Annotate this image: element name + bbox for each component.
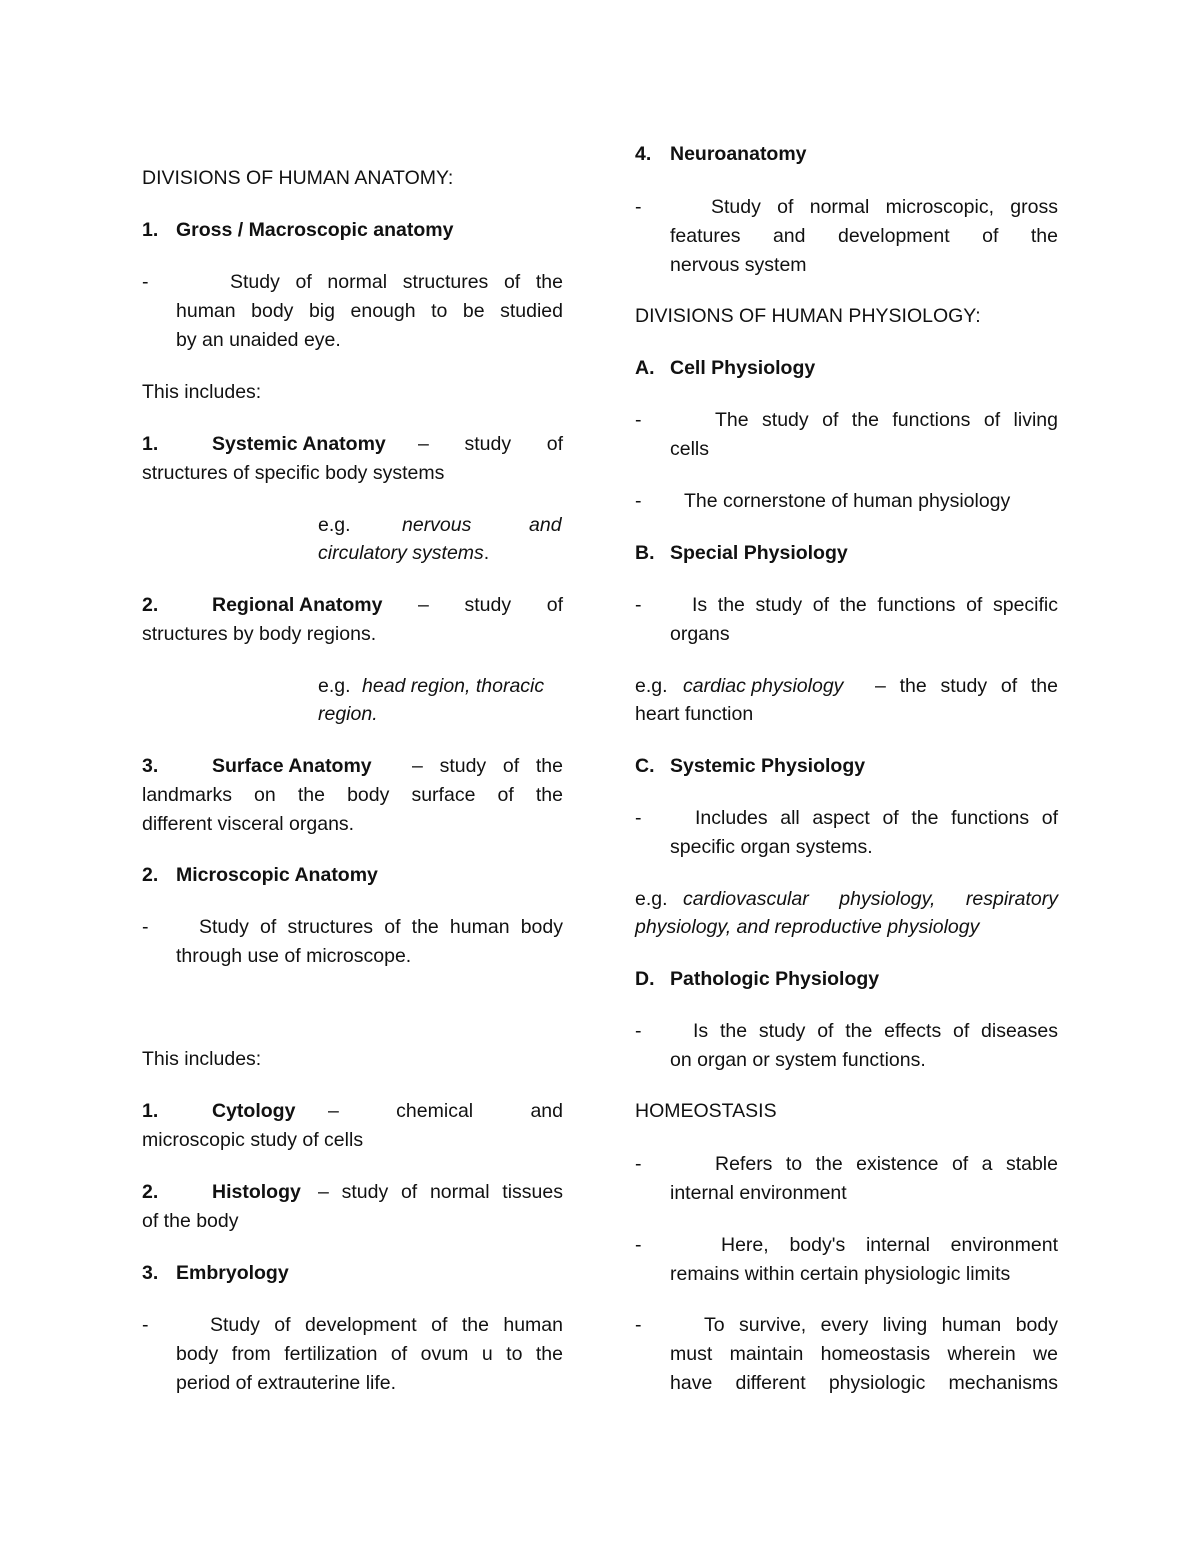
patho-letter: D. (635, 968, 655, 990)
eg-cardiovascular: cardiovascular physiology, respiratory (683, 888, 1058, 910)
cytology-rest: – chemical and (328, 1100, 563, 1122)
systemic-desc-line1: Includes all aspect of the functions of (695, 807, 1058, 829)
gross-desc-line3: by an unaided eye. (176, 329, 341, 351)
eg-region: region. (318, 703, 378, 725)
regional-anatomy-title: Regional Anatomy (212, 594, 383, 616)
bullet-dash: - (635, 807, 642, 829)
bullet-dash: - (635, 1314, 642, 1336)
embryo-desc-line1: Study of development of the human (210, 1314, 563, 1336)
regional-anatomy-rest: – study of (418, 594, 563, 616)
special-desc-line1: Is the study of the functions of specific (692, 594, 1058, 616)
homeo-desc2-line1: Here, body's internal environment (721, 1234, 1058, 1256)
cytology-title: Cytology (212, 1100, 296, 1122)
bullet-dash: - (635, 490, 642, 512)
neuro-desc-line1: Study of normal microscopic, gross (711, 196, 1058, 218)
bullet-dash: - (142, 1314, 149, 1336)
cell-desc1-line2: cells (670, 438, 710, 460)
systemic-anatomy-rest: – study of (418, 433, 563, 455)
embryo-number: 3. (142, 1262, 159, 1284)
cytology-number: 1. (142, 1100, 159, 1122)
eg-and: and (529, 514, 562, 536)
regional-anatomy-line2: structures by body regions. (142, 623, 377, 645)
surface-number: 3. (142, 755, 159, 777)
special-desc-line2: organs (670, 623, 730, 645)
eg-label: e.g. (635, 675, 668, 697)
bullet-dash: - (635, 196, 642, 218)
homeo-desc3-line2: must maintain homeostasis wherein we (670, 1343, 1058, 1365)
gross-desc-line1: Study of normal structures of the (230, 271, 563, 293)
systemic-anatomy-line2: structures of specific body systems (142, 462, 445, 484)
embryo-title: Embryology (176, 1262, 289, 1284)
surface-anatomy-line3: different visceral organs. (142, 813, 355, 835)
systemic-letter: C. (635, 755, 655, 777)
histology-title: Histology (212, 1181, 301, 1203)
homeo-desc2-line2: remains within certain physiologic limits (670, 1263, 1011, 1285)
eg-head-region: head region, thoracic (362, 675, 545, 697)
patho-desc-line2: on organ or system functions. (670, 1049, 926, 1071)
micro-desc-line2: through use of microscope. (176, 945, 412, 967)
cytology-line2: microscopic study of cells (142, 1129, 364, 1151)
eg-reproductive: physiology, and reproductive physiology (635, 916, 980, 938)
bullet-dash: - (635, 1234, 642, 1256)
micro-desc-line1: Study of structures of the human body (199, 916, 563, 938)
neuro-desc-line3: nervous system (670, 254, 807, 276)
patho-desc-line1: Is the study of the effects of diseases (693, 1020, 1058, 1042)
systemic-desc-line2: specific organ systems. (670, 836, 873, 858)
surface-anatomy-rest: – study of the (412, 755, 563, 777)
bullet-dash: - (635, 1153, 642, 1175)
eg-cardiac: cardiac physiology (683, 675, 844, 697)
homeostasis-heading: HOMEOSTASIS (635, 1100, 777, 1122)
physiology-heading: DIVISIONS OF HUMAN PHYSIOLOGY: (635, 305, 981, 327)
eg-label: e.g. (318, 675, 351, 697)
regional-number: 2. (142, 594, 159, 616)
homeo-desc1-line2: internal environment (670, 1182, 847, 1204)
special-physiology-title: Special Physiology (670, 542, 848, 564)
bullet-dash: - (142, 271, 149, 293)
homeo-desc3-line3: have different physiologic mechanisms (670, 1372, 1058, 1394)
eg-cardiac-rest: – the study of the (875, 675, 1058, 697)
micro-title: Microscopic Anatomy (176, 864, 378, 886)
bullet-dash: - (635, 594, 642, 616)
eg-circulatory: circulatory systems. (318, 542, 490, 564)
embryo-desc-line3: period of extrauterine life. (176, 1372, 397, 1394)
histology-number: 2. (142, 1181, 159, 1203)
eg-label: e.g. (318, 514, 351, 536)
neuro-title: Neuroanatomy (670, 143, 807, 165)
systemic-number: 1. (142, 433, 159, 455)
histology-line2: of the body (142, 1210, 239, 1232)
cell-physiology-title: Cell Physiology (670, 357, 816, 379)
neuro-desc-line2: features and development of the (670, 225, 1058, 247)
cell-desc1-line1: The study of the functions of living (715, 409, 1058, 431)
surface-anatomy-line2: landmarks on the body surface of the (142, 784, 563, 806)
histology-rest: – study of normal tissues (318, 1181, 563, 1203)
bullet-dash: - (142, 916, 149, 938)
neuro-number: 4. (635, 143, 652, 165)
systemic-physiology-title: Systemic Physiology (670, 755, 866, 777)
eg-nervous: nervous (402, 514, 472, 536)
systemic-anatomy-title: Systemic Anatomy (212, 433, 386, 455)
bullet-dash: - (635, 1020, 642, 1042)
micro-number: 2. (142, 864, 159, 886)
homeo-desc3-line1: To survive, every living human body (704, 1314, 1058, 1336)
special-letter: B. (635, 542, 655, 564)
includes-label: This includes: (142, 1048, 262, 1070)
embryo-desc-line2: body from fertilization of ovum u to the (176, 1343, 563, 1365)
eg-label: e.g. (635, 888, 668, 910)
anatomy-heading: DIVISIONS OF HUMAN ANATOMY: (142, 167, 454, 189)
includes-label: This includes: (142, 381, 262, 403)
gross-number: 1. (142, 219, 159, 241)
cell-letter: A. (635, 357, 655, 379)
pathologic-physiology-title: Pathologic Physiology (670, 968, 880, 990)
surface-anatomy-title: Surface Anatomy (212, 755, 372, 777)
eg-heart-function: heart function (635, 703, 754, 725)
gross-title: Gross / Macroscopic anatomy (176, 219, 454, 241)
gross-desc-line2: human body big enough to be studied (176, 300, 563, 322)
bullet-dash: - (635, 409, 642, 431)
cell-desc2: The cornerstone of human physiology (684, 490, 1011, 512)
homeo-desc1-line1: Refers to the existence of a stable (715, 1153, 1058, 1175)
